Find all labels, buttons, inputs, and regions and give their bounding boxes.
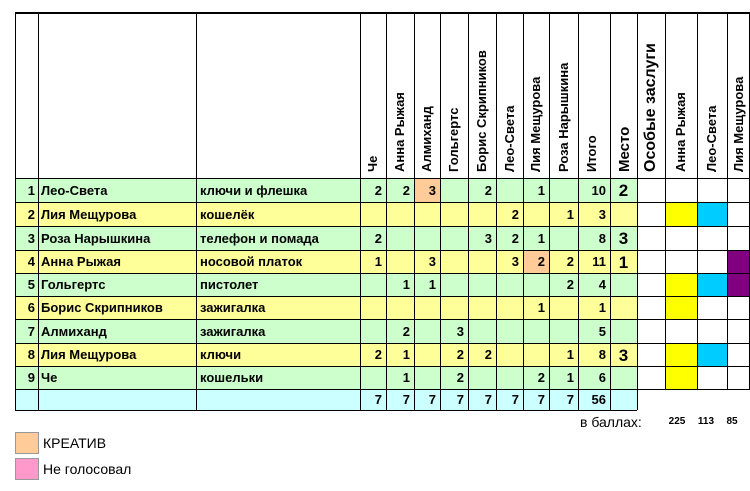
grid-line xyxy=(386,12,387,410)
vote-cell: 3 xyxy=(428,182,436,198)
participant-name: Че xyxy=(41,370,58,385)
column-header: Лео-Света xyxy=(501,105,517,172)
vote-cell: 2 xyxy=(511,230,519,246)
total-cell: 1 xyxy=(598,300,606,315)
grid-line xyxy=(15,178,750,179)
vote-cell: 3 xyxy=(428,254,436,269)
total-cell: 4 xyxy=(598,277,606,292)
vote-cell: 1 xyxy=(566,206,574,222)
item-name: пистолет xyxy=(200,277,259,292)
item-name: кошельки xyxy=(200,370,264,385)
participant-name: Лия Мещурова xyxy=(41,347,137,362)
vote-cell: 1 xyxy=(402,277,410,292)
special-mark xyxy=(727,273,750,296)
grid-line xyxy=(727,12,728,389)
special-mark xyxy=(665,202,697,226)
vote-cell: 2 xyxy=(511,206,519,222)
total-votes-cell: 7 xyxy=(428,392,436,407)
total-cell: 11 xyxy=(592,254,606,269)
grid-line xyxy=(15,202,750,203)
column-header: Лия Мещурова xyxy=(528,76,543,172)
vote-cell: 1 xyxy=(402,347,410,362)
row-number: 8 xyxy=(27,347,35,362)
grid-line xyxy=(549,12,550,410)
item-name: кошелёк xyxy=(200,206,255,222)
vote-cell: 1 xyxy=(566,370,574,385)
participant-name: Гольгертс xyxy=(41,277,106,292)
vote-cell: 1 xyxy=(374,254,382,269)
row-fill xyxy=(15,319,637,343)
vote-cell: 1 xyxy=(566,347,574,362)
vote-cell: 2 xyxy=(456,370,464,385)
column-header: Че xyxy=(365,155,380,172)
item-name: зажигалка xyxy=(200,300,266,315)
participant-name: Лия Мещурова xyxy=(41,206,137,222)
legend-label: КРЕАТИВ xyxy=(43,435,107,451)
vote-cell: 1 xyxy=(402,370,410,385)
row-fill xyxy=(15,273,637,296)
row-number: 5 xyxy=(27,277,35,292)
grid-line xyxy=(15,366,750,367)
row-number: 3 xyxy=(27,230,35,246)
special-mark xyxy=(727,250,750,273)
vote-cell: 3 xyxy=(484,230,492,246)
grid-line xyxy=(38,12,39,410)
special-column-header: Лео-Света xyxy=(704,105,719,172)
points-value: 225 xyxy=(668,416,686,427)
grid-line xyxy=(468,12,469,410)
row-number: 1 xyxy=(27,182,35,198)
item-name: ключи и флешка xyxy=(200,182,308,198)
points-value: 85 xyxy=(726,416,738,427)
grid-line xyxy=(15,410,637,411)
row-number: 9 xyxy=(27,370,35,385)
column-header: Анна Рыжая xyxy=(392,92,407,172)
vote-cell: 2 xyxy=(566,254,574,269)
vote-cell: 1 xyxy=(537,230,545,246)
column-header: Гольгертс xyxy=(446,107,461,172)
grid-line xyxy=(414,12,415,410)
place-cell: 2 xyxy=(618,181,629,200)
total-cell: 5 xyxy=(598,323,606,339)
grid-line xyxy=(523,12,524,410)
grid-line xyxy=(665,12,666,389)
item-name: зажигалка xyxy=(200,323,266,339)
vote-cell: 2 xyxy=(566,277,574,292)
grid-line xyxy=(578,12,579,410)
item-name: носовой платок xyxy=(200,254,303,269)
total-cell: 3 xyxy=(598,206,606,222)
vote-cell: 2 xyxy=(537,370,545,385)
row-number: 2 xyxy=(27,206,35,222)
special-column-header: Лия Мещурова xyxy=(730,76,746,172)
participant-name: Роза Нарышкина xyxy=(41,230,151,246)
vote-cell: 3 xyxy=(456,323,464,339)
grid-line xyxy=(360,12,361,410)
special-mark xyxy=(665,273,697,296)
vote-cell: 2 xyxy=(402,323,410,339)
points-label: в баллах: xyxy=(580,414,642,430)
grid-line xyxy=(496,12,497,410)
grid-line xyxy=(15,296,750,297)
row-number: 4 xyxy=(27,254,35,269)
grid-line xyxy=(196,12,197,410)
points-value: 113 xyxy=(697,416,715,427)
special-mark xyxy=(697,273,727,296)
column-header: Алмиханд xyxy=(419,106,434,172)
grid-line xyxy=(15,319,750,320)
grid-line xyxy=(15,12,16,410)
total-cell: 8 xyxy=(598,230,606,246)
vote-cell: 2 xyxy=(374,347,382,362)
grid-line xyxy=(440,12,441,410)
column-header: Борис Скрипников xyxy=(474,50,489,172)
grid-line xyxy=(15,250,750,251)
total-cell: 8 xyxy=(598,347,606,362)
item-name: ключи xyxy=(200,347,242,362)
vote-cell: 2 xyxy=(374,230,382,246)
grid-line xyxy=(15,343,750,344)
legend-swatch xyxy=(15,432,39,454)
total-votes-cell: 7 xyxy=(456,392,464,407)
grid-line xyxy=(15,12,750,14)
vote-cell: 3 xyxy=(511,254,519,269)
total-votes-cell: 7 xyxy=(484,392,492,407)
special-mark xyxy=(697,202,727,226)
vote-cell: 2 xyxy=(484,182,492,198)
participant-name: Анна Рыжая xyxy=(41,254,121,269)
total-votes-cell: 7 xyxy=(566,392,574,407)
participant-name: Лео-Света xyxy=(41,182,108,198)
place-cell: 1 xyxy=(618,252,629,272)
row-number: 7 xyxy=(27,323,35,339)
row-number: 6 xyxy=(27,300,35,315)
place-cell: 3 xyxy=(618,345,629,365)
grid-line xyxy=(697,12,698,389)
total-cell: 6 xyxy=(598,370,606,385)
special-header: Особые заслуги xyxy=(642,43,659,172)
vote-cell: 1 xyxy=(428,277,436,292)
special-mark xyxy=(665,296,697,319)
total-votes-cell: 7 xyxy=(402,392,410,407)
total-votes-cell: 7 xyxy=(537,392,545,407)
grid-line xyxy=(637,12,638,410)
vote-cell: 2 xyxy=(374,182,382,198)
vote-cell: 2 xyxy=(537,254,545,269)
total-cell: 10 xyxy=(591,182,606,198)
special-column-header: Анна Рыжая xyxy=(673,92,688,172)
total-votes-cell: 7 xyxy=(374,392,382,407)
total-votes-cell: 7 xyxy=(511,392,519,407)
column-header: Роза Нарышкина xyxy=(555,62,571,172)
grid-line xyxy=(610,12,611,410)
place-header: Место xyxy=(616,126,633,172)
special-mark xyxy=(665,366,697,389)
vote-cell: 1 xyxy=(537,182,545,198)
grid-line xyxy=(15,389,750,390)
special-mark xyxy=(665,343,697,366)
vote-cell: 1 xyxy=(537,300,545,315)
participant-name: Борис Скрипников xyxy=(41,300,163,315)
place-cell: 3 xyxy=(618,229,629,248)
grid-line xyxy=(15,226,750,227)
total-header: Итого xyxy=(584,135,599,172)
participant-name: Алмиханд xyxy=(41,323,107,339)
vote-cell: 2 xyxy=(402,182,410,198)
vote-cell: 2 xyxy=(484,347,492,362)
grand-total: 56 xyxy=(591,392,606,407)
special-mark xyxy=(697,343,727,366)
grid-line xyxy=(15,273,750,274)
legend-label: Не голосовал xyxy=(43,461,132,477)
vote-cell: 2 xyxy=(456,347,464,362)
legend-swatch xyxy=(15,458,39,480)
item-name: телефон и помада xyxy=(200,230,319,246)
